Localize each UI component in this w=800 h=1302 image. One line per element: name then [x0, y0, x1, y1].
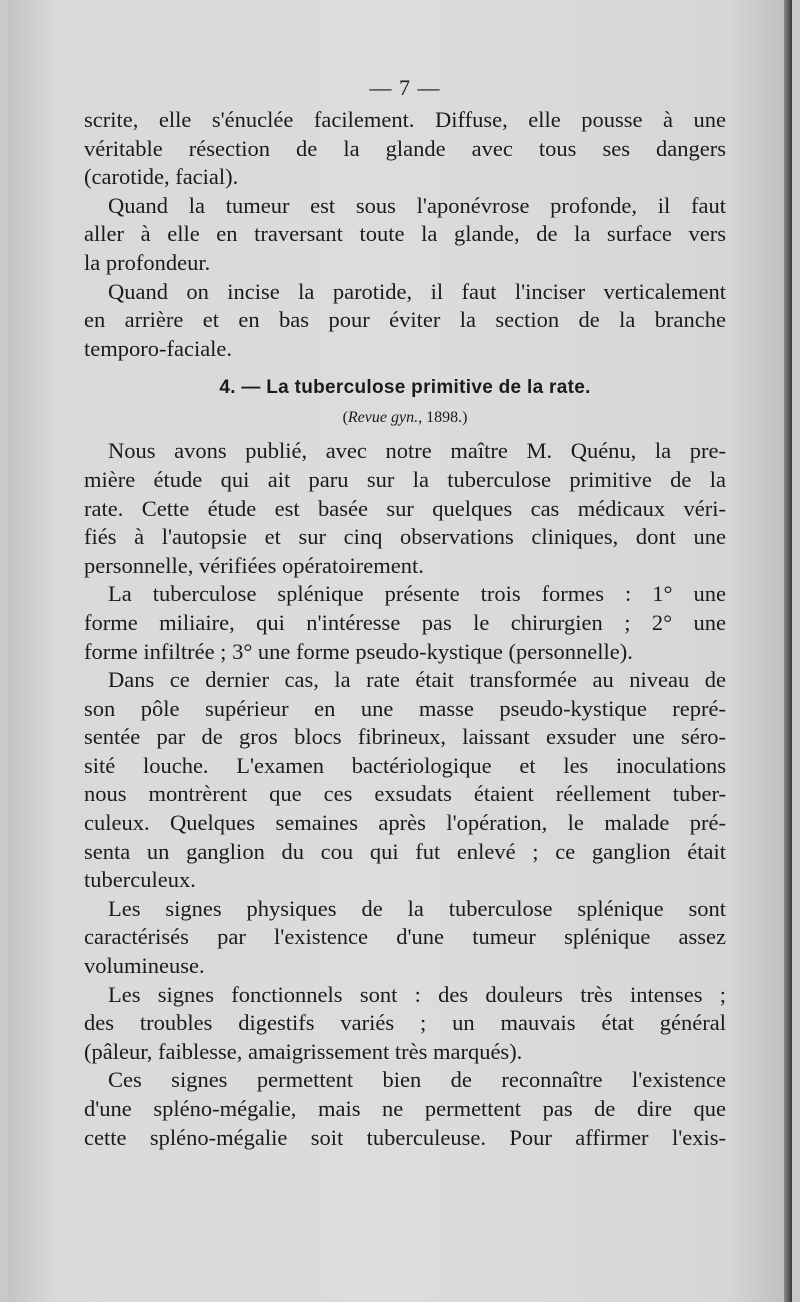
paragraph — [84, 895, 726, 981]
text-line: Ces signes permettent bien de reconnaître l'existence — [108, 1067, 726, 1093]
text-line: mière étude qui ait paru sur la tuberculose primitive de la — [84, 466, 726, 492]
text-line: (carotide, facial). — [84, 164, 239, 190]
text-line: caractérisés par l'existence d'une tumeur splénique assez — [84, 924, 726, 950]
page-text — [84, 70, 726, 1152]
paragraph — [84, 981, 726, 1067]
text-line: Les signes fonctionnels sont : des douleurs très intenses ; — [108, 981, 726, 1007]
text-line: La tuberculose splénique présente trois formes : 1° une — [108, 581, 726, 607]
text-line: véritable résection de la glande avec tous ses dangers — [84, 135, 726, 161]
text-line: volumineuse. — [84, 953, 205, 979]
text-line: senta un ganglion du cou qui fut enlevé ; ce ganglion était — [84, 838, 726, 864]
text-line: (pâleur, faiblesse, amaigrissement très marqués). — [84, 1038, 523, 1064]
page-edge-shadow — [784, 0, 792, 1302]
text-line: rate. Cette étude est basée sur quelques cas médicaux véri- — [84, 495, 726, 521]
text-line: tuberculeux. — [84, 867, 196, 893]
text-line: culeux. Quelques semaines après l'opération, le malade pré- — [84, 810, 726, 836]
paragraph — [84, 1066, 726, 1152]
text-line: scrite, elle s'énuclée facilement. Diffuse, elle pousse à une — [84, 107, 726, 132]
text-line: sité louche. L'examen bactériologique et les inoculations — [84, 752, 726, 778]
paragraph — [84, 278, 726, 364]
text-line: forme infiltrée ; 3° une forme pseudo-kystique (personnelle). — [84, 638, 633, 664]
text-line: des troubles digestifs variés ; un mauvais état général — [84, 1010, 726, 1036]
paragraph — [84, 192, 726, 278]
text-line: Nous avons publié, avec notre maître M. Quénu, la pre- — [108, 438, 726, 464]
paragraph — [84, 666, 726, 895]
text-line: la profondeur. — [84, 249, 211, 275]
text-line: cette spléno-mégalie soit tuberculeuse. Pour affirmer l'exis- — [84, 1124, 726, 1150]
section-citation: (Revue gyn., 1898.) — [342, 409, 468, 427]
text-line: Dans ce dernier cas, la rate était transformée au niveau de — [108, 667, 726, 693]
paragraph — [84, 106, 726, 192]
citation-journal: Revue gyn., — [347, 409, 423, 427]
text-line: temporo-faciale. — [84, 335, 233, 361]
text-line: sentée par de gros blocs fibrineux, laissant exsuder une séro- — [84, 724, 726, 750]
book-page — [8, 0, 792, 1302]
text-line: fiés à l'autopsie et sur cinq observations cliniques, dont une — [84, 524, 726, 550]
text-line: d'une spléno-mégalie, mais ne permettent pas de dire que — [84, 1096, 726, 1121]
text-line: personnelle, vérifiées opératoirement. — [84, 552, 424, 578]
text-line: nous montrèrent que ces exsudats étaient réellement tuber- — [84, 781, 726, 807]
top-paragraphs — [84, 106, 726, 363]
text-line: Quand on incise la parotide, il faut l'inciser verticalement — [108, 278, 726, 304]
paragraph — [84, 580, 726, 666]
text-line: Quand la tumeur est sous l'aponévrose profonde, il faut — [108, 192, 726, 218]
section-title: 4. — La tuberculose primitive de la rate. — [219, 377, 591, 399]
text-line: aller à elle en traversant toute la glande, de la surface vers — [84, 221, 726, 247]
text-line: forme miliaire, qui n'intéresse pas le chirurgien ; 2° une — [84, 609, 726, 635]
text-line: Les signes physiques de la tuberculose splénique sont — [108, 895, 726, 921]
text-line: en arrière et en bas pour éviter la section de la branche — [84, 307, 726, 333]
page-number: — 7 — — [369, 75, 441, 100]
citation-year: 1898. — [426, 409, 463, 427]
text-line: son pôle supérieur en une masse pseudo-kystique repré- — [84, 695, 726, 721]
paragraph — [84, 437, 726, 580]
bottom-paragraphs — [84, 437, 726, 1152]
